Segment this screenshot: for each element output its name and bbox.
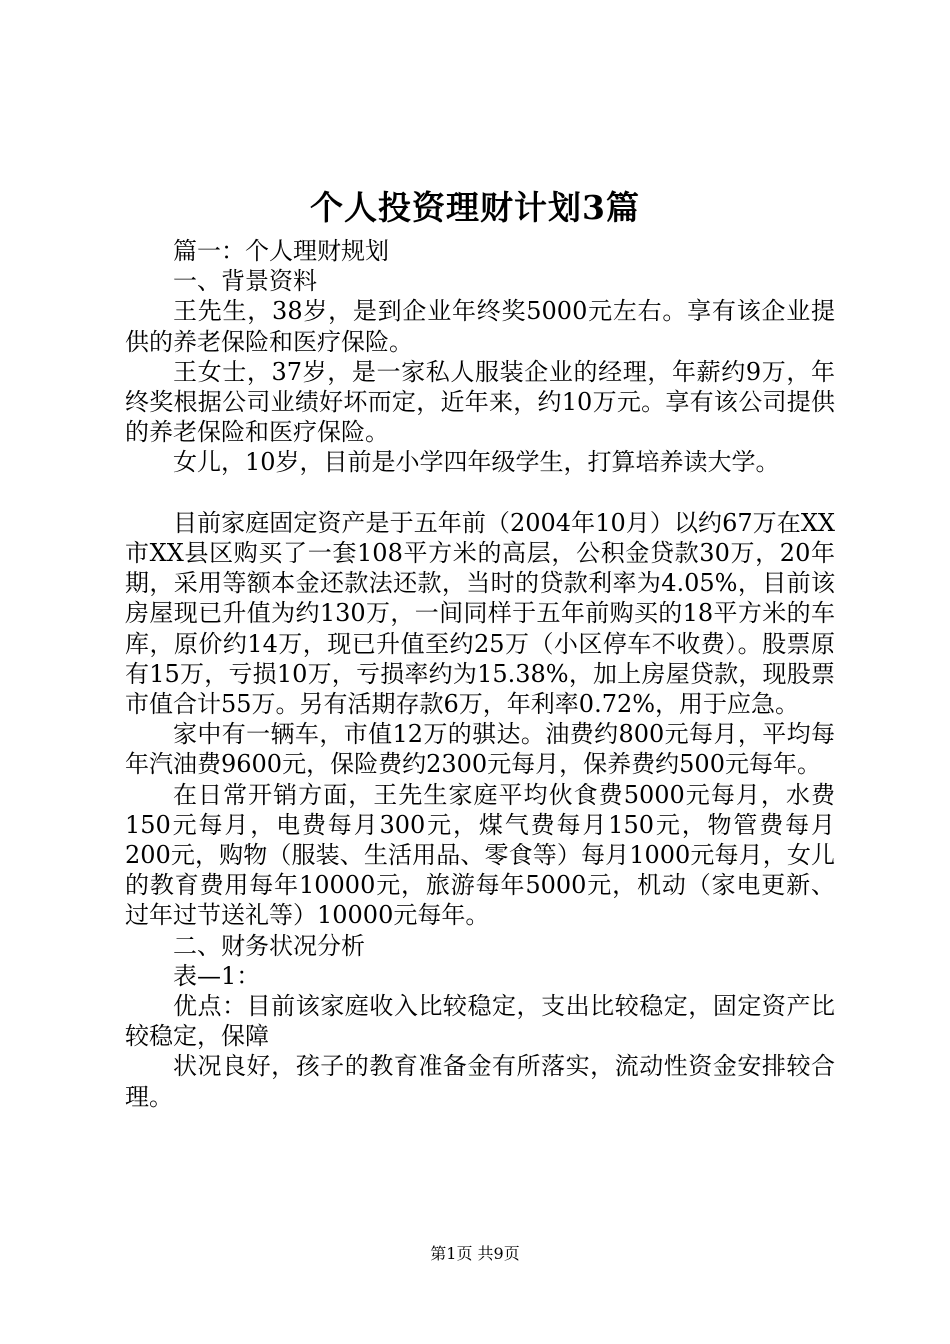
paragraph-car: 家中有一辆车，市值12万的骐达。油费约800元每月，平均每年汽油费9600元，保险费约2300元每月，保养费约500元每年。 bbox=[125, 720, 835, 779]
paragraph-mr-wang: 王先生，38岁，是到企业年终奖5000元左右。享有该企业提供的养老保险和医疗保险。 bbox=[125, 297, 835, 356]
paragraph-advantages: 优点：目前该家庭收入比较稳定，支出比较稳定，固定资产比较稳定，保障 bbox=[125, 992, 835, 1051]
paragraph-ms-wang: 王女士，37岁，是一家私人服装企业的经理，年薪约9万，年终奖根据公司业绩好坏而定，近年来，约10万元。享有该公司提供的养老保险和医疗保险。 bbox=[125, 357, 835, 447]
paragraph-daughter: 女儿，10岁，目前是小学四年级学生，打算培养读大学。 bbox=[173, 448, 780, 477]
paragraph-table-label: 表—1： bbox=[173, 961, 261, 990]
document-body bbox=[125, 236, 835, 1112]
paragraph-daily-expenses: 在日常开销方面，王先生家庭平均伙食费5000元每月，水费150元每月，电费每月300元，煤气费每月150元，物管费每月200元，购物（服装、生活用品、零食等）每月1000元每月，女儿的教育费用每年10000元，旅游每年5000元，机动（家电更新、过年过节送礼等）10000元每年。 bbox=[125, 780, 835, 930]
page-footer: 第1页 共9页 bbox=[430, 1244, 520, 1263]
paragraph-fixed-assets: 目前家庭固定资产是于五年前（2004年10月）以约67万在XX市XX县区购买了一套108平方米的高层，公积金贷款30万，20年期，采用等额本金还款法还款，当时的贷款利率为4.05%，目前该房屋现已升值为约130万，一间同样于五年前购买的18平方米的车库，原价约14万，现已升值至约25万（小区停车不收费）。股票原有15万，亏损10万，亏损率约为15.38%，加上房屋贷款，现股票市值合计55万。另有活期存款6万，年利率0.72%，用于应急。 bbox=[125, 508, 835, 719]
document-title: 个人投资理财计划3篇 bbox=[310, 188, 640, 227]
paragraph-section-heading: 篇一：个人理财规划 bbox=[173, 237, 389, 265]
blank-line bbox=[125, 478, 835, 508]
paragraph-background-heading: 一、背景资料 bbox=[173, 267, 317, 296]
paragraph-financial-analysis-heading: 二、财务状况分析 bbox=[173, 931, 365, 960]
paragraph-advantages-continued: 状况良好，孩子的教育准备金有所落实，流动性资金安排较合理。 bbox=[125, 1052, 835, 1111]
